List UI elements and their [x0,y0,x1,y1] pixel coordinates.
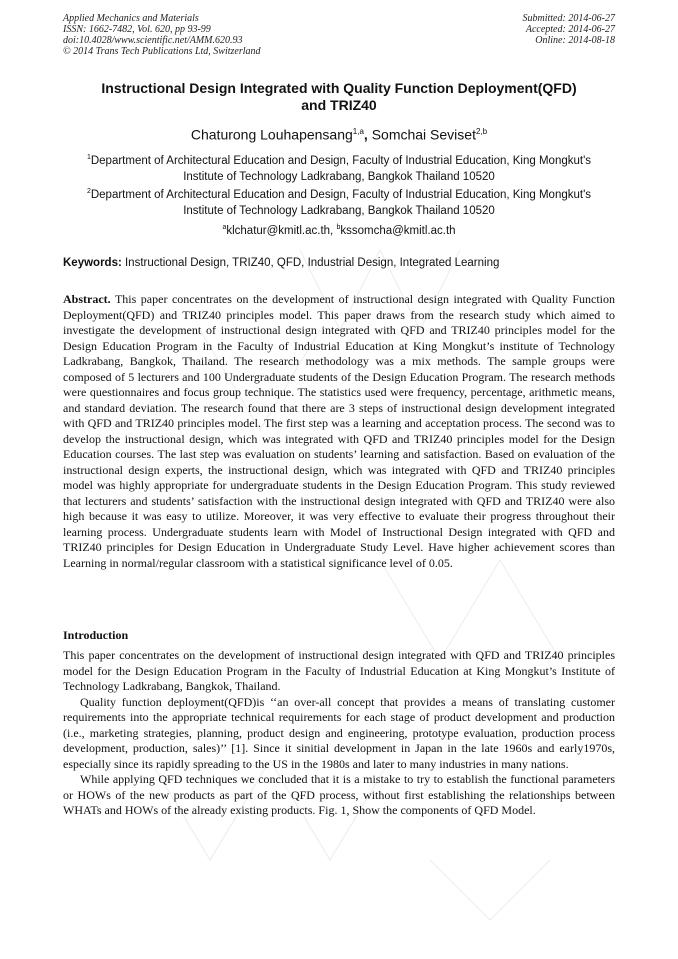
journal-name: Applied Mechanics and Materials [63,13,199,24]
affiliation-2-text: Department of Architectural Education and Design, Faculty of Industrial Education, King Mongkut's [90,188,592,201]
paper-title [63,80,615,114]
email-b-superscript: b [336,224,341,231]
affiliation-2 [63,184,615,219]
affiliation-1-line-1 [63,150,615,169]
copyright-line: © 2014 Trans Tech Publications Ltd, Switzerland [63,46,261,57]
header-right [523,13,616,46]
author-emails [63,220,615,239]
author-1-name: Chaturong Louhapensang [190,126,353,143]
abstract-label: Abstract. [63,292,111,306]
affiliation-2-superscript: 2 [86,188,91,195]
introduction-paragraph-1: This paper concentrates on the development of instructional design integrated with QFD and TRIZ40 principles model for the Design Education Program in the Faculty of Industrial Education at King Mongkut’s Institute of Technology Ladkrabang, Bangkok, Thailand. [63,648,615,693]
issn-info: ISSN: 1662-7482, Vol. 620, pp 93-99 [63,24,211,35]
abstract-text: This paper concentrates on the development of instructional design integrated with Quality Function Deployment(QFD) and TRIZ40 principles model. This paper draws from the research study which aimed to investigate the development of instructional design integrated with QFD and TRIZ40 principles model for the Design Education Program in the Faculty of Industrial Education at King Mongkut’s institute of Technology Ladkrabang, Bangkok, Thailand. The research methodology was a mix methods. The sample groups were composed of 5 lecturers and 100 Undergraduate students of the Design Education Program. The research methods were questionnaires and focus group technique. The statistics used were frequency, percentage, arithmetic means, and standard deviation. The research found that there are 3 steps of instructional design development integrated with QFD and TRIZ40 principles model. The first step was a learning and acceptation process. The second was to develop the instructional design, which was integrated with QFD and TRIZ40 principles model for the Design Education courses. The last step was evaluation on students’ learning and satisfaction. Based on evaluation of the instructional design experts, the instructional design, which was integrated with QFD and TRIZ40 principles model was highly appropriate for undergraduate students in the Design Education Program. This study reviewed that lecturers and students’ satisfaction with the instructional design integrated with QFD and TRIZ40 were also high because it was easy to utilize. Moreover, it was very effective to evaluate their progress throughout their learning process. Undergraduate students learn with Model of Instructional Design integrated with QFD and TRIZ40 principles for Design Education in Undergraduate Study Level. Have higher achievement scores than Learning in normal/regular classroom with a statistical significance level of 0.05. [63,292,615,570]
affiliation-1-text: Department of Architectural Education and Design, Faculty of Industrial Education, King Mongkut's [90,154,592,167]
author-1-superscript: 1,a [352,127,364,136]
email-a[interactable]: klchatur@kmitl.ac.th, [226,224,337,237]
author-2-name: Somchai Seviset [371,126,476,143]
affiliation-2-line-2: Institute of Technology Ladkrabang, Bangkok Thailand 10520 [183,204,495,217]
email-b[interactable]: kssomcha@kmitl.ac.th [340,224,456,237]
keywords-text: Instructional Design, TRIZ40, QFD, Industrial Design, Integrated Learning [121,257,500,269]
title-line-1: Instructional Design Integrated with Quality Function Deployment(QFD) [101,80,577,96]
abstract-section [63,292,615,571]
doi-link[interactable]: doi:10.4028/www.scientific.net/AMM.620.93 [63,35,243,46]
affiliation-1 [63,150,615,185]
online-date: Online: 2014-08-18 [535,35,615,46]
author-2-superscript: 2,b [475,127,488,136]
affiliation-1-line-2: Institute of Technology Ladkrabang, Bangkok Thailand 10520 [183,170,495,183]
title-line-2: and TRIZ40 [301,97,377,113]
keywords-section [63,256,615,271]
submitted-date: Submitted: 2014-06-27 [522,13,615,24]
keywords-label: Keywords: [63,257,122,269]
introduction-paragraph-2: Quality function deployment(QFD)is ‘‘an over-all concept that provides a means of translating customer requirements into the appropriate technical requirements for each stage of product development and production (i.e., marketing strategies, planning, product design and engineering, prototype evaluation, production process development, production, sales)’’ [1]. Since it sinitial development in Japan in the late 1960s and early1970s, especially since its rapidly spreading to the US in the 1980s and later to many industries in many nations. [63,694,615,771]
author-separator: , [363,126,372,143]
affiliation-2-line-1 [63,184,615,203]
author-list [63,123,615,144]
introduction-paragraph-3: While applying QFD techniques we concluded that it is a mistake to try to establish the functional parameters or HOWs of the new products as part of the QFD process, without first establishing the relationships between WHATs and HOWs of the already existing products. Fig. 1, Show the components of QFD Model. [63,772,615,817]
accepted-date: Accepted: 2014-06-27 [525,24,615,35]
introduction-body [63,648,615,819]
affiliation-1-superscript: 1 [86,154,91,161]
email-a-superscript: a [222,224,227,231]
header-left [63,13,261,57]
introduction-heading: Introduction [63,628,129,642]
